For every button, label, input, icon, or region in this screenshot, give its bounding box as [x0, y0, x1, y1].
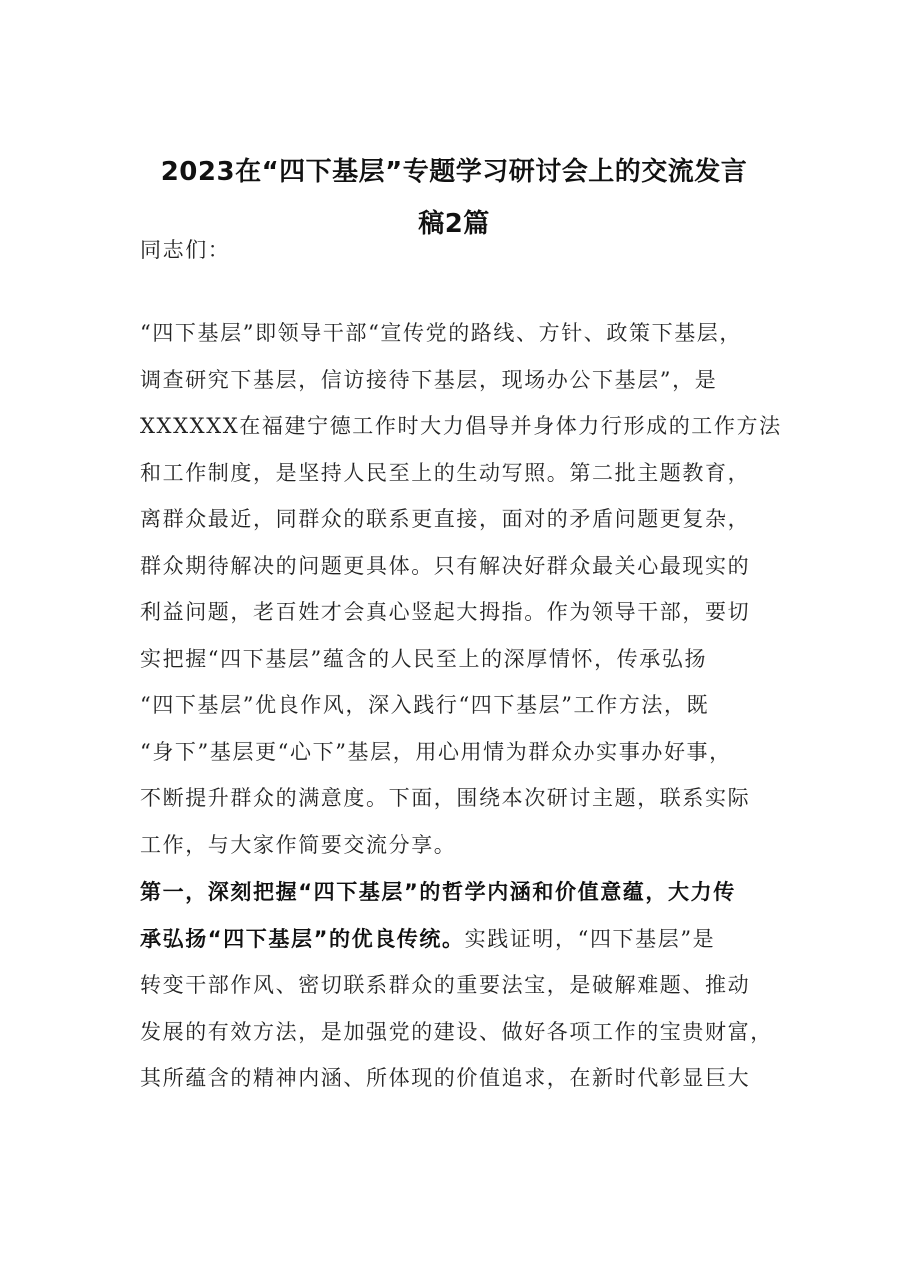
- paragraph-line: 利益问题，老百姓才会真心竖起大拇指。作为领导干部，要切: [140, 600, 751, 624]
- paragraph-text: 实践证明，“四下基层”是: [464, 926, 716, 951]
- paragraph-line: 其所蕴含的精神内涵、所体现的价值追求，在新时代彰显巨大: [140, 1066, 751, 1090]
- paragraph-line: 工作，与大家作简要交流分享。: [140, 832, 457, 857]
- paragraph-line: 不断提升群众的满意度。下面，围绕本次研讨主题，联系实际: [140, 786, 751, 810]
- paragraph-line: “四下基层”优良作风，深入践行“四下基层”工作方法，既: [140, 693, 710, 717]
- section-heading-line-1: 第一，深刻把握“四下基层”的哲学内涵和价值意蕴，大力传: [140, 880, 736, 904]
- title-line-2: 稿2篇: [418, 209, 490, 239]
- title-line-1: 2023在“四下基层”专题学习研讨会上的交流发言: [160, 157, 748, 187]
- paragraph-line: “身下”基层更“心下”基层，用心用情为群众办实事办好事，: [140, 739, 732, 764]
- paragraph-1: [140, 310, 782, 868]
- paragraph-line: 调查研究下基层，信访接待下基层，现场办公下基层”，是: [140, 367, 718, 392]
- paragraph-line: 群众期待解决的问题更具体。只有解决好群众最关心最现实的: [140, 553, 751, 578]
- paragraph-line: 实把握“四下基层”蕴含的人民至上的深厚情怀，传承弘扬: [140, 646, 708, 671]
- paragraph-line: 离群众最近，同群众的联系更直接，面对的矛盾问题更复杂，: [140, 507, 751, 531]
- salutation: 同志们：: [140, 238, 231, 262]
- paragraph-line: 和工作制度，是坚持人民至上的生动写照。第二批主题教育，: [140, 460, 751, 485]
- paragraph-2: [140, 869, 773, 1102]
- paragraph-line: “四下基层”即领导干部“宣传党的路线、方针、政策下基层，: [140, 321, 743, 345]
- paragraph-line: XXXXXX在福建宁德工作时大力倡导并身体力行形成的工作方法: [140, 414, 782, 438]
- paragraph-line: 发展的有效方法，是加强党的建设、做好各项工作的宝贵财富，: [140, 1019, 773, 1044]
- paragraph-line: 转变干部作风、密切联系群众的重要法宝，是破解难题、推动: [140, 973, 751, 997]
- paragraph-line-mixed: [140, 916, 770, 963]
- section-heading-line-2: 承弘扬“四下基层”的优良传统。: [140, 926, 465, 951]
